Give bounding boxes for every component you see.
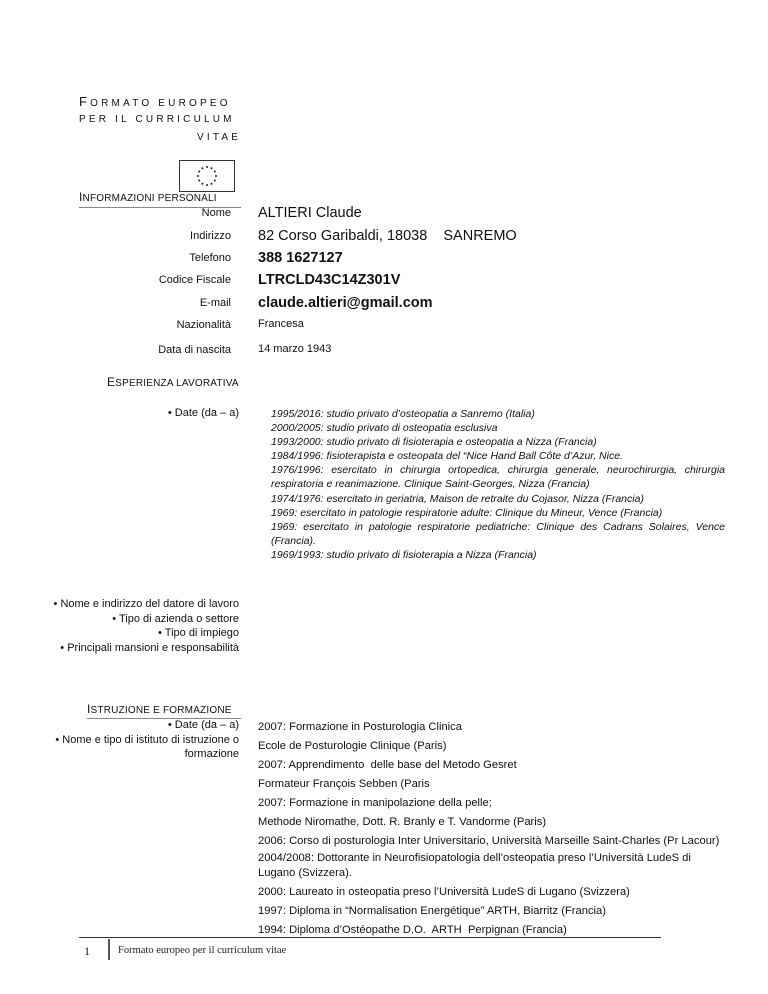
work-entries bbox=[271, 407, 725, 562]
footer-text: Formato europeo per il curriculum vitae bbox=[118, 945, 287, 956]
education-entry: 2006: Corso di posturologia Inter Universitario, Università Marseille Saint-Charles (Pr Lacour) bbox=[258, 835, 720, 847]
value-indirizzo: 82 Corso Garibaldi, 18038 SANREMO bbox=[258, 228, 517, 244]
education-entry: 2007: Apprendimento delle base del Metodo Gesret bbox=[258, 759, 517, 771]
label-work-date: • Date (da – a) bbox=[167, 407, 239, 419]
footer-rule bbox=[79, 937, 661, 938]
work-entry: 1974/1976: esercitato in geriatria, Maison de retraite du Cojasor, Nizza (Francia) bbox=[271, 492, 644, 505]
education-labels bbox=[40, 718, 239, 762]
work-entry: 1969: esercitato in patologie respiratorie adulte: Clinique du Mineur, Vence (Francia) bbox=[271, 506, 663, 519]
education-entries bbox=[258, 718, 728, 940]
education-entry: 1994: Diploma d’Ostéopathe D.O. ARTH Perpignan (Francia) bbox=[258, 924, 567, 936]
label-employer: • Nome e indirizzo del datore di lavoro bbox=[53, 598, 239, 610]
label-indirizzo: Indirizzo bbox=[190, 230, 231, 242]
section-title-work: ESPERIENZA LAVORATIVA bbox=[107, 375, 239, 389]
education-entry: 1997: Diploma in “Normalisation Energétique” ARTH, Biarritz (Francia) bbox=[258, 905, 606, 917]
value-codice-fiscale: LTRCLD43C14Z301V bbox=[258, 272, 401, 288]
education-entry: Methode Niromathe, Dott. R. Branly e T. Vandorme (Paris) bbox=[258, 816, 547, 828]
education-entry: 2007: Formazione in manipolazione della pelle; bbox=[258, 797, 492, 809]
education-entry: 2004/2008: Dottorante in Neurofisiopatologia dell’osteopatia preso l’Università LudeS di Lugano (Svizzera). bbox=[258, 852, 691, 879]
section-title-personal: INFORMAZIONI PERSONALI bbox=[79, 190, 217, 204]
footer-divider bbox=[108, 939, 110, 960]
education-entry: 2007: Formazione in Posturologia Clinica bbox=[258, 721, 462, 733]
work-entry: 1995/2016: studio privato d’osteopatia a Sanremo (Italia) bbox=[271, 408, 535, 420]
title-line-2: PER IL CURRICULUM bbox=[79, 114, 235, 125]
work-entry: 2000/2005: studio privato di osteopatia esclusiva bbox=[271, 422, 498, 435]
label-nome: Nome bbox=[201, 207, 231, 219]
title-line-1: FORMATO EUROPEO bbox=[79, 94, 231, 109]
page-number: 1 bbox=[84, 944, 90, 958]
label-responsibilities: • Principali mansioni e responsabilità bbox=[60, 641, 239, 654]
label-email: E-mail bbox=[199, 297, 231, 309]
value-nazionalita: Francesa bbox=[258, 318, 304, 330]
value-email: claude.altieri@gmail.com bbox=[258, 295, 433, 311]
label-nazionalita: Nazionalità bbox=[176, 319, 231, 331]
work-entry: 1976/1996: esercitato in chirurgia ortopedica, chirurgia generale, neurochirurgia, chirurgia respiratoria e reanimazione. Clinique Saint-Georges, Nizza (Francia) bbox=[271, 464, 725, 491]
label-data-nascita: Data di nascita bbox=[158, 344, 231, 356]
label-telefono: Telefono bbox=[189, 252, 231, 264]
value-data-nascita: 14 marzo 1943 bbox=[258, 343, 332, 355]
education-entry: Formateur François Sebben (Paris bbox=[258, 778, 430, 790]
document-title bbox=[79, 93, 242, 143]
eu-flag-icon bbox=[179, 160, 235, 192]
label-sector: • Tipo di azienda o settore bbox=[112, 612, 239, 625]
work-other-labels bbox=[40, 597, 239, 655]
education-entry: 2000: Laureato in osteopatia preso l’Università LudeS di Lugano (Svizzera) bbox=[258, 886, 630, 898]
section-title-education: ISTRUZIONE E FORMAZIONE bbox=[87, 702, 232, 716]
work-entry: 1969: esercitato in patologie respiratorie pediatriche: Clinique des Cadrans Solaires, Vence (Francia). bbox=[271, 520, 725, 547]
work-entry: 1993/2000: studio privato di fisioterapia e osteopatia a Nizza (Francia) bbox=[271, 436, 597, 449]
work-entry: 1984/1996: fisioterapista e osteopata del “Nice Hand Ball Côte d’Azur, Nice. bbox=[271, 450, 623, 463]
label-job-type: • Tipo di impiego bbox=[158, 627, 239, 640]
value-nome: ALTIERI Claude bbox=[258, 205, 362, 221]
education-entry: Ecole de Posturologie Clinique (Paris) bbox=[258, 740, 447, 752]
label-edu-institute: • Nome e tipo di istituto di istruzione o formazione bbox=[55, 733, 239, 761]
label-edu-date: • Date (da – a) bbox=[167, 719, 239, 731]
value-telefono: 388 1627127 bbox=[258, 250, 343, 266]
label-codice-fiscale: Codice Fiscale bbox=[158, 274, 231, 286]
title-line-3: VITAE bbox=[197, 132, 242, 143]
work-entry: 1969/1993: studio privato di fisioterapia a Nizza (Francia) bbox=[271, 548, 537, 561]
